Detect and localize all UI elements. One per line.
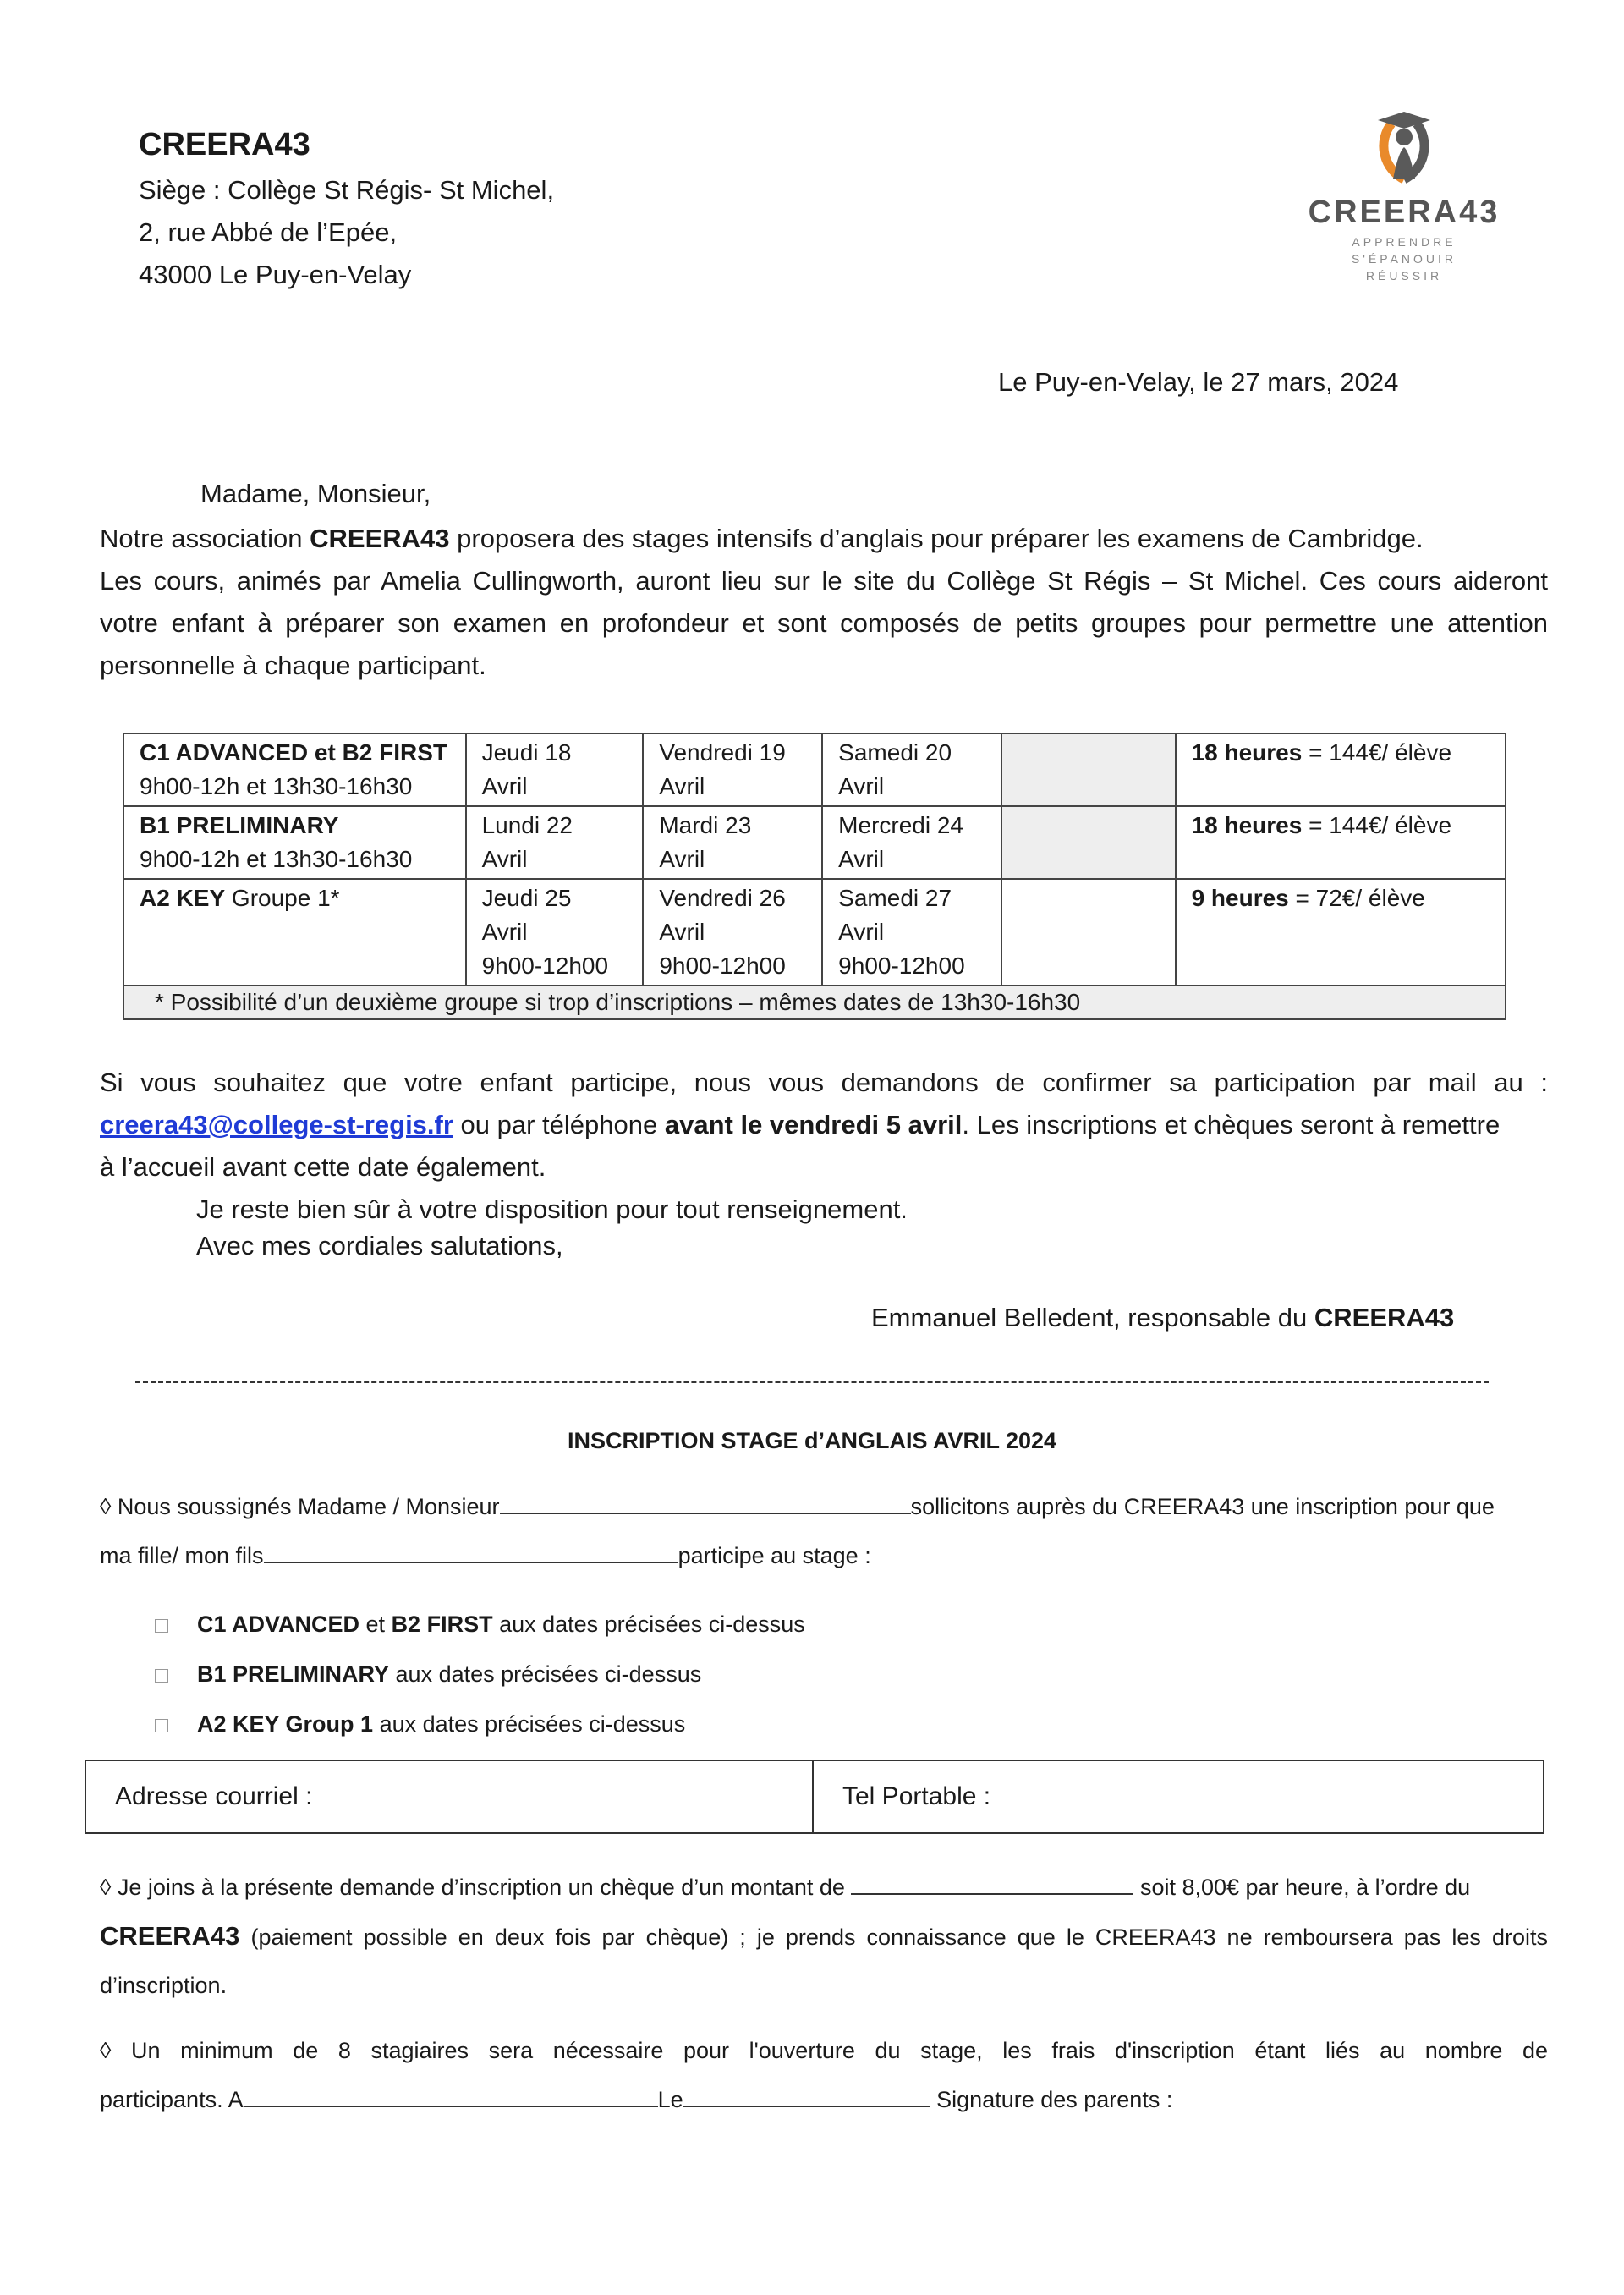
payment-line-3: d’inscription.: [100, 1973, 228, 1998]
logo: [1298, 95, 1510, 298]
empty-cell: [1001, 879, 1176, 986]
form-title: INSCRIPTION STAGE d’ANGLAIS AVRIL 2024: [567, 1428, 1057, 1453]
empty-cell: [1001, 733, 1176, 806]
intro-line-4: personnelle à chaque participant.: [100, 651, 486, 680]
minimum-line-1: ◊ Un minimum de 8 stagiaires sera nécessaire pour l'ouverture du stage, les frais d'inscription étant liés au nombre de: [100, 2038, 1548, 2063]
price-cell: 18 heures = 144€/ élève: [1176, 733, 1506, 806]
option-a2: A2 KEY Group 1 aux dates précisées ci-dessus: [155, 1707, 685, 1741]
day-cell: Mercredi 24 Avril: [822, 806, 1001, 879]
logo-name: CREERA43: [1308, 195, 1501, 230]
checkbox[interactable]: [155, 1619, 168, 1633]
confirm-line-2: creera43@college-st-regis.fr ou par téléphone avant le vendredi 5 avril. Les inscriptions et chèques seront à remettre: [100, 1110, 1501, 1139]
checkbox[interactable]: [155, 1669, 168, 1683]
day-cell: Jeudi 25 Avril 9h00-12h00: [466, 879, 644, 986]
place-field[interactable]: [244, 2080, 658, 2107]
table-row: [123, 879, 1506, 986]
course-cell: A2 KEY Groupe 1*: [123, 879, 466, 986]
address-line-2: 2, rue Abbé de l’Epée,: [139, 217, 398, 247]
price-cell: 9 heures = 72€/ élève: [1176, 879, 1506, 986]
signature-line: Emmanuel Belledent, responsable du CREERA43: [871, 1303, 1455, 1332]
minimum-line-2: participants. A Le Signature des parents :: [100, 2075, 1548, 2124]
phone-field[interactable]: Tel Portable :: [813, 1760, 1544, 1833]
graduate-figure-icon: [1298, 95, 1510, 189]
table-row: [123, 806, 1506, 879]
day-cell: Mardi 23 Avril: [643, 806, 822, 879]
intro-line-2: Les cours, animés par Amelia Cullingworth, auront lieu sur le site du Collège St Régis – St Michel. Ces cours aideront: [100, 566, 1548, 596]
logo-tagline-2: S'ÉPANOUIR: [1351, 252, 1457, 266]
logo-tagline-3: RÉUSSIR: [1365, 269, 1443, 283]
option-c1-b2: C1 ADVANCED et B2 FIRST aux dates précisées ci-dessus: [155, 1607, 805, 1641]
schedule-table: [123, 733, 1506, 1020]
payment-line-2: CREERA43 (paiement possible en deux fois par chèque) ; je prends connaissance que le CREERA43 ne remboursera pas les droits: [100, 1921, 1548, 1951]
date-field[interactable]: [683, 2080, 930, 2107]
confirm-line-4: Je reste bien sûr à votre disposition pour tout renseignement.: [196, 1194, 908, 1224]
checkbox[interactable]: [155, 1719, 168, 1732]
intro-line-3: votre enfant à préparer son examen en profondeur et sont composés de petits groupes pour permettre une attention: [100, 608, 1548, 638]
course-cell: C1 ADVANCED et B2 FIRST 9h00-12h et 13h30-16h30: [123, 733, 466, 806]
day-cell: Vendredi 19 Avril: [643, 733, 822, 806]
confirm-line-5: Avec mes cordiales salutations,: [196, 1231, 563, 1260]
email-link[interactable]: creera43@college-st-regis.fr: [100, 1110, 453, 1139]
parent-name-field[interactable]: [500, 1487, 911, 1514]
amount-field[interactable]: [851, 1868, 1133, 1895]
contact-table: [85, 1760, 1544, 1834]
child-name-field[interactable]: [264, 1536, 678, 1563]
course-cell: B1 PRELIMINARY 9h00-12h et 13h30-16h30: [123, 806, 466, 879]
price-cell: 18 heures = 144€/ élève: [1176, 806, 1506, 879]
day-cell: Vendredi 26 Avril 9h00-12h00: [643, 879, 822, 986]
salutation: Madame, Monsieur,: [200, 479, 431, 508]
email-field[interactable]: Adresse courriel :: [85, 1760, 813, 1833]
day-cell: Lundi 22 Avril: [466, 806, 644, 879]
logo-tagline-1: APPRENDRE: [1352, 235, 1457, 249]
table-row: [123, 733, 1506, 806]
table-note-row: [123, 986, 1506, 1019]
day-cell: Samedi 27 Avril 9h00-12h00: [822, 879, 1001, 986]
table-note: * Possibilité d’un deuxième groupe si trop d’inscriptions – mêmes dates de 13h30-16h30: [123, 986, 1506, 1019]
option-b1: B1 PRELIMINARY aux dates précisées ci-dessus: [155, 1657, 701, 1691]
date-line: Le Puy-en-Velay, le 27 mars, 2024: [998, 367, 1399, 397]
cut-line-divider: [135, 1381, 1489, 1383]
form-line-2: ma fille/ mon fils participe au stage :: [100, 1531, 1548, 1580]
confirm-line-3: à l’accueil avant cette date également.: [100, 1152, 546, 1182]
day-cell: Samedi 20 Avril: [822, 733, 1001, 806]
payment-line-1: ◊ Je joins à la présente demande d’inscription un chèque d’un montant de soit 8,00€ par heure, à l’ordre du: [100, 1863, 1548, 1912]
empty-cell: [1001, 806, 1176, 879]
org-name: CREERA43: [139, 127, 310, 162]
form-line-1: ◊ Nous soussignés Madame / Monsieur sollicitons auprès du CREERA43 une inscription pour que: [100, 1482, 1548, 1531]
address-line-1: Siège : Collège St Régis- St Michel,: [139, 175, 555, 205]
intro-line-1: Notre association CREERA43 proposera des stages intensifs d’anglais pour préparer les examens de Cambridge.: [100, 524, 1424, 553]
address-line-3: 43000 Le Puy-en-Velay: [139, 260, 412, 289]
day-cell: Jeudi 18 Avril: [466, 733, 644, 806]
confirm-line-1: Si vous souhaitez que votre enfant participe, nous vous demandons de confirmer sa participation par mail au :: [100, 1068, 1548, 1097]
